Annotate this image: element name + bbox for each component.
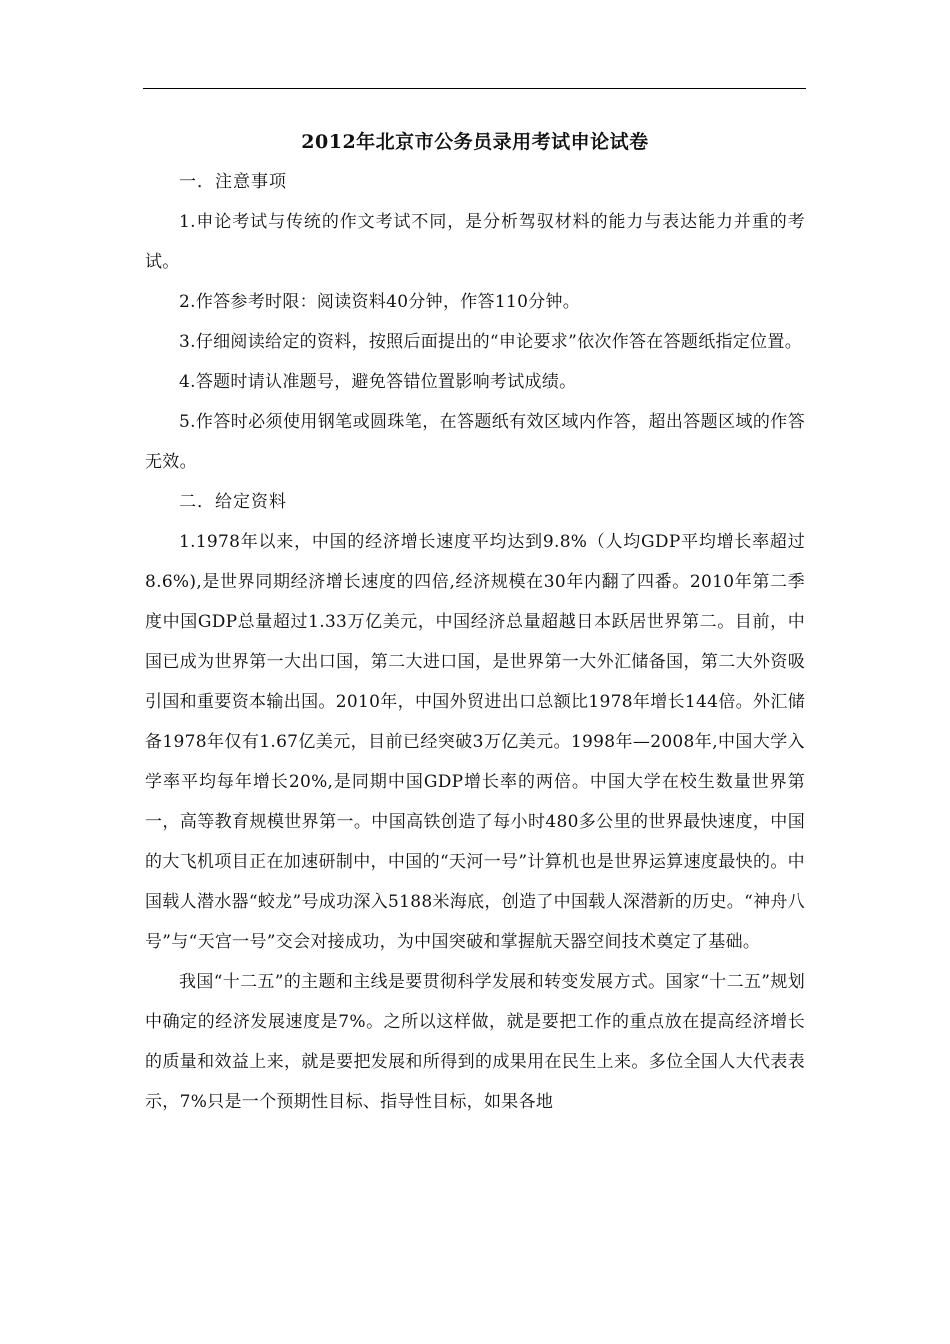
notice-item-3: 3.仔细阅读给定的资料，按照后面提出的“申论要求”依次作答在答题纸指定位置。 (179, 332, 802, 352)
notice-section (145, 162, 805, 482)
material-paragraph-2: 我国“十二五”的主题和主线是要贯彻科学发展和转变发展方式。国家“十二五”规划中确定的经济发展速度是7%。之所以这样做，就是要把工作的重点放在提高经济增长的质量和效益上来，就是要把发展和所得到的成果用在民生上来。多位全国人大代表表示，7%只是一个预期性目标、指导性目标，如果各地 (145, 972, 805, 1112)
material-paragraph-1: 1.1978年以来，中国的经济增长速度平均达到9.8%（人均GDP平均增长率超过8.6%),是世界同期经济增长速度的四倍,经济规模在30年内翻了四番。2010年第二季度中国GDP总量超过1.33万亿美元，中国经济总量超越日本跃居世界第二。目前，中国已成为世界第一大出口国，第二大进口国，是世界第一大外汇储备国，第二大外资吸引国和重要资本输出国。2010年，中国外贸进出口总额比1978年增长144倍。外汇储备1978年仅有1.67亿美元，目前已经突破3万亿美元。1998年—2008年,中国大学入学率平均每年增长20%,是同期中国GDP增长率的两倍。中国大学在校生数量世界第一，高等教育规模世界第一。中国高铁创造了每小时480多公里的世界最快速度，中国的大飞机项目正在加速研制中，中国的“天河一号”计算机也是世界运算速度最快的。中国载人潜水器“蛟龙”号成功深入5188米海底，创造了中国载人深潜新的历史。“神舟八号”与“天宫一号”交会对接成功，为中国突破和掌握航天器空间技术奠定了基础。 (145, 532, 805, 952)
notice-item-1: 1.申论考试与传统的作文考试不同，是分析驾驭材料的能力与表达能力并重的考试。 (145, 212, 805, 272)
document-title: 2012年北京市公务员录用考试申论试卷 (301, 131, 649, 153)
materials-section (145, 482, 805, 1122)
document-body (145, 122, 805, 1122)
section-heading-materials: 二．给定资料 (179, 492, 287, 512)
header-rule (143, 88, 806, 89)
notice-item-4: 4.答题时请认准题号，避免答错位置影响考试成绩。 (179, 372, 577, 392)
section-heading-notice: 一．注意事项 (179, 172, 287, 192)
notice-item-5: 5.作答时必须使用钢笔或圆珠笔，在答题纸有效区域内作答，超出答题区域的作答无效。 (145, 412, 805, 472)
notice-item-2: 2.作答参考时限：阅读资料40分钟，作答110分钟。 (179, 292, 581, 312)
